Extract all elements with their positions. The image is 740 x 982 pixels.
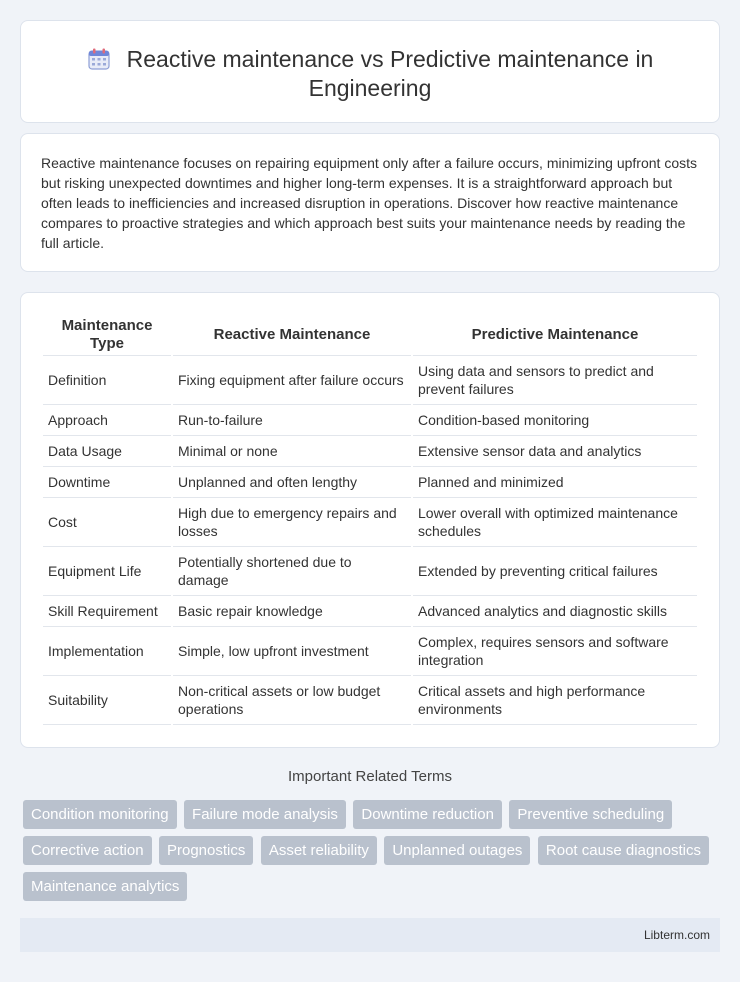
reactive-cell: Basic repair knowledge bbox=[173, 596, 411, 627]
term-tag[interactable]: Asset reliability bbox=[261, 836, 377, 865]
row-label: Skill Requirement bbox=[43, 596, 171, 627]
table-row bbox=[43, 436, 697, 467]
term-tag[interactable]: Preventive scheduling bbox=[509, 800, 672, 829]
term-tag[interactable]: Root cause diagnostics bbox=[538, 836, 709, 865]
reactive-cell: Minimal or none bbox=[173, 436, 411, 467]
reactive-cell: Non-critical assets or low budget operations bbox=[173, 676, 411, 725]
row-label: Data Usage bbox=[43, 436, 171, 467]
term-tag[interactable]: Corrective action bbox=[23, 836, 152, 865]
table-row bbox=[43, 356, 697, 405]
row-label: Downtime bbox=[43, 467, 171, 498]
table-row bbox=[43, 676, 697, 725]
page-title-wrap bbox=[61, 45, 679, 103]
reactive-cell: Run-to-failure bbox=[173, 405, 411, 436]
predictive-cell: Using data and sensors to predict and prevent failures bbox=[413, 356, 697, 405]
header-predictive: Predictive Maintenance bbox=[413, 307, 697, 356]
comparison-table bbox=[41, 307, 699, 725]
row-label: Approach bbox=[43, 405, 171, 436]
predictive-cell: Advanced analytics and diagnostic skills bbox=[413, 596, 697, 627]
header-reactive: Reactive Maintenance bbox=[173, 307, 411, 356]
table-row bbox=[43, 405, 697, 436]
header-maintenance-type: Maintenance Type bbox=[43, 307, 171, 356]
footer-site-link[interactable]: Libterm.com bbox=[643, 928, 710, 942]
related-terms-title: Important Related Terms bbox=[288, 768, 452, 785]
predictive-cell: Critical assets and high performance environments bbox=[413, 676, 697, 725]
term-tag[interactable]: Condition monitoring bbox=[23, 800, 177, 829]
reactive-cell: Fixing equipment after failure occurs bbox=[173, 356, 411, 405]
title-card bbox=[20, 20, 720, 123]
predictive-cell: Extended by preventing critical failures bbox=[413, 547, 697, 596]
predictive-cell: Extensive sensor data and analytics bbox=[413, 436, 697, 467]
intro-paragraph: Reactive maintenance focuses on repairing equipment only after a failure occurs, minimizing upfront costs but risking unexpected downtimes and higher long-term expenses. It is a straightforward approach but often leads to inefficiencies and increased disruption in operations. Discover how reactive maintenance compares to proactive strategies and which approach best suits your maintenance needs by reading the full article. bbox=[41, 155, 697, 251]
table-row bbox=[43, 498, 697, 547]
term-tag[interactable]: Unplanned outages bbox=[384, 836, 530, 865]
table-row bbox=[43, 596, 697, 627]
footer bbox=[20, 918, 720, 952]
reactive-cell: Potentially shortened due to damage bbox=[173, 547, 411, 596]
reactive-cell: Simple, low upfront investment bbox=[173, 627, 411, 676]
predictive-cell: Planned and minimized bbox=[413, 467, 697, 498]
reactive-cell: Unplanned and often lengthy bbox=[173, 467, 411, 498]
row-label: Suitability bbox=[43, 676, 171, 725]
reactive-cell: High due to emergency repairs and losses bbox=[173, 498, 411, 547]
intro-card bbox=[20, 133, 720, 272]
row-label: Cost bbox=[43, 498, 171, 547]
calendar-icon bbox=[87, 47, 111, 71]
row-label: Implementation bbox=[43, 627, 171, 676]
predictive-cell: Complex, requires sensors and software integration bbox=[413, 627, 697, 676]
related-terms-list bbox=[23, 800, 723, 908]
term-tag[interactable]: Maintenance analytics bbox=[23, 872, 187, 901]
page-title: Reactive maintenance vs Predictive maintenance in Engineering bbox=[126, 46, 654, 101]
table-row bbox=[43, 627, 697, 676]
comparison-card bbox=[20, 292, 720, 748]
table-row bbox=[43, 467, 697, 498]
predictive-cell: Lower overall with optimized maintenance schedules bbox=[413, 498, 697, 547]
term-tag[interactable]: Prognostics bbox=[159, 836, 253, 865]
table-header-row bbox=[43, 307, 697, 356]
term-tag[interactable]: Failure mode analysis bbox=[184, 800, 346, 829]
row-label: Definition bbox=[43, 356, 171, 405]
row-label: Equipment Life bbox=[43, 547, 171, 596]
term-tag[interactable]: Downtime reduction bbox=[353, 800, 502, 829]
table-row bbox=[43, 547, 697, 596]
predictive-cell: Condition-based monitoring bbox=[413, 405, 697, 436]
